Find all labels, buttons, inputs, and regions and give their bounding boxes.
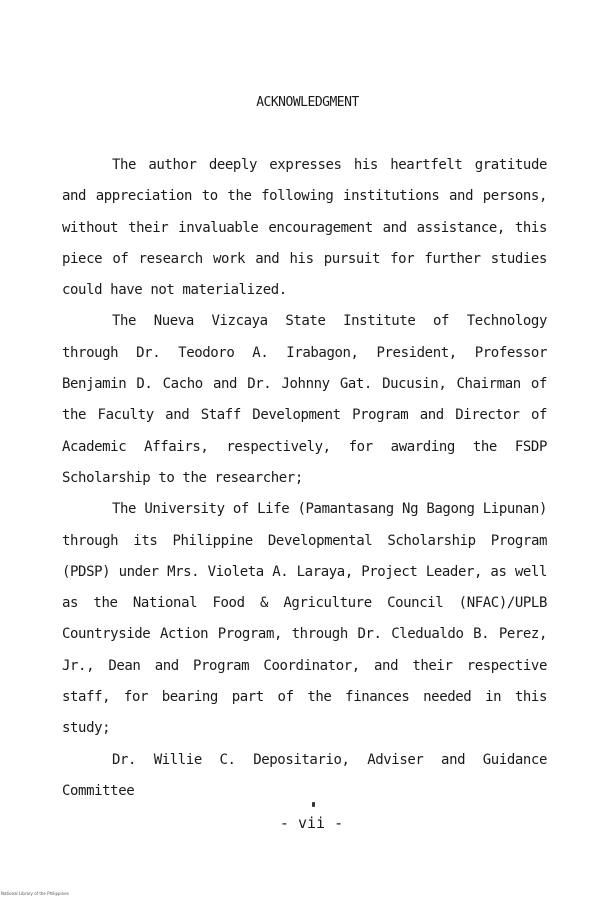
paragraph: The author deeply expresses his heartfelt gratitude and appreciation to the following institutions and persons, without their invaluable encouragement and assistance, this piece of research work and his pursuit for further studies could have not materialized. — [62, 157, 547, 299]
paragraph: Dr. Willie C. Depositario, Adviser and Guidance Committee — [62, 751, 547, 799]
page-heading: ACKNOWLEDGMENT — [256, 95, 359, 110]
paragraph: The University of Life (Pamantasang Ng Bagong Lipunan) through its Philippine Developmental Scholarship Program (PDSP) under Mrs. Violeta A. Laraya, Project Leader, as well as the National Food & Agriculture Council (NFAC)/UPLB Countryside Action Program, through Dr. Cledualdo B. Perez, Jr., Dean and Program Coordinator, and their respective staff, for bearing part of the finances needed in this study; — [62, 501, 547, 737]
paragraph: The Nueva Vizcaya State Institute of Technology through Dr. Teodoro A. Irabagon, President, Professor Benjamin D. Cacho and Dr. Johnny Gat. Ducusin, Chairman of the Faculty and Staff Development Program and Director of Academic Affairs, respectively, for awarding the FSDP Scholarship to the researcher; — [62, 313, 547, 486]
microfilm-stamp: National Library of the Philippines — [1, 891, 69, 896]
page-number: - vii - — [279, 814, 344, 832]
acknowledgment-body — [62, 150, 547, 807]
ink-speck — [312, 802, 315, 807]
